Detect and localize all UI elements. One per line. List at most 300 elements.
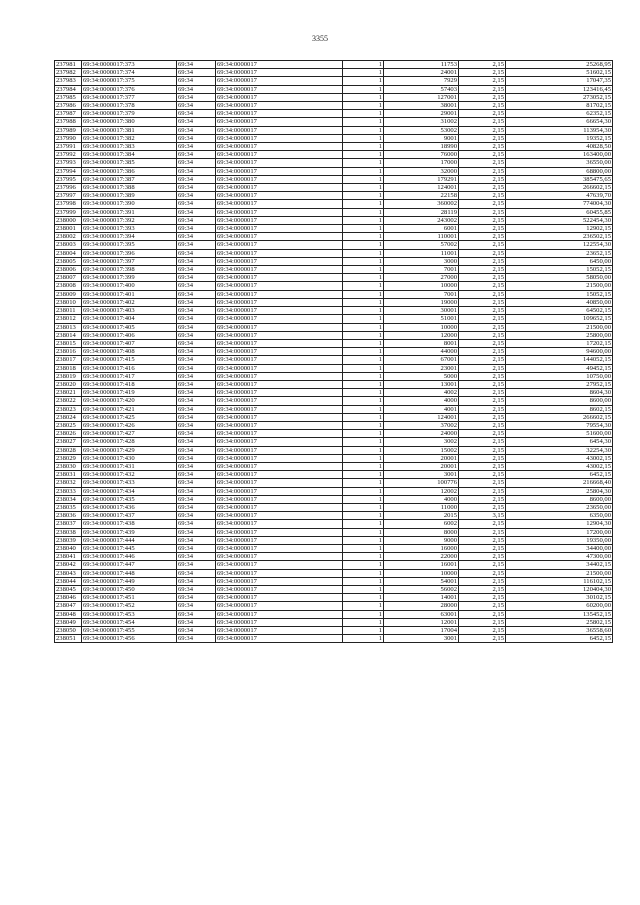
table-row (55, 61, 613, 69)
area-cell: 10000 (384, 569, 459, 577)
area-cell: 12002 (384, 487, 459, 495)
cadastral-block-cell: 69:34:0000017 (216, 446, 343, 454)
rate-cell: 2,15 (459, 520, 506, 528)
rate-cell: 2,15 (459, 184, 506, 192)
count-cell: 1 (343, 69, 384, 77)
count-cell: 1 (343, 208, 384, 216)
cadastral-number-cell: 69:34:0000017:435 (82, 495, 177, 503)
area-cell: 10000 (384, 323, 459, 331)
cadastral-number-cell: 69:34:0000017:432 (82, 471, 177, 479)
table-row (55, 151, 613, 159)
cadastral-value-cell: 123416,45 (506, 85, 613, 93)
cadastral-block-cell: 69:34:0000017 (216, 389, 343, 397)
rate-cell: 2,15 (459, 397, 506, 405)
cadastral-value-cell: 10750,00 (506, 372, 613, 380)
cadastral-block-cell: 69:34:0000017 (216, 118, 343, 126)
count-cell: 1 (343, 544, 384, 552)
cadastral-value-cell: 19350,00 (506, 536, 613, 544)
area-cell: 30001 (384, 307, 459, 315)
rate-cell: 2,15 (459, 610, 506, 618)
district-code-cell: 69:34 (177, 339, 216, 347)
rate-cell: 2,15 (459, 192, 506, 200)
cadastral-number-cell: 69:34:0000017:376 (82, 85, 177, 93)
cadastral-number-cell: 69:34:0000017:445 (82, 544, 177, 552)
table-row (55, 536, 613, 544)
area-cell: 127001 (384, 93, 459, 101)
cadastral-number-cell: 69:34:0000017:378 (82, 102, 177, 110)
cadastral-block-cell: 69:34:0000017 (216, 331, 343, 339)
table-row (55, 602, 613, 610)
table-row (55, 266, 613, 274)
district-code-cell: 69:34 (177, 397, 216, 405)
table-row (55, 586, 613, 594)
rate-cell: 2,15 (459, 134, 506, 142)
count-cell: 1 (343, 577, 384, 585)
district-code-cell: 69:34 (177, 282, 216, 290)
area-cell: 63001 (384, 610, 459, 618)
rate-cell: 2,15 (459, 635, 506, 643)
district-code-cell: 69:34 (177, 315, 216, 323)
cadastral-value-cell: 266602,15 (506, 184, 613, 192)
table-row (55, 487, 613, 495)
row-number-cell: 238011 (55, 307, 82, 315)
area-cell: 15002 (384, 446, 459, 454)
rate-cell: 2,15 (459, 618, 506, 626)
cadastral-block-cell: 69:34:0000017 (216, 627, 343, 635)
row-number-cell: 237999 (55, 208, 82, 216)
table-row (55, 257, 613, 265)
cadastral-block-cell: 69:34:0000017 (216, 274, 343, 282)
row-number-cell: 238045 (55, 586, 82, 594)
table-row (55, 446, 613, 454)
cadastral-block-cell: 69:34:0000017 (216, 159, 343, 167)
area-cell: 7001 (384, 266, 459, 274)
area-cell: 53002 (384, 126, 459, 134)
cadastral-block-cell: 69:34:0000017 (216, 200, 343, 208)
area-cell: 20001 (384, 454, 459, 462)
cadastral-value-cell: 6454,30 (506, 438, 613, 446)
row-number-cell: 238040 (55, 544, 82, 552)
cadastral-value-cell: 273052,15 (506, 93, 613, 101)
cadastral-value-cell: 81702,15 (506, 102, 613, 110)
count-cell: 1 (343, 610, 384, 618)
cadastral-block-cell: 69:34:0000017 (216, 462, 343, 470)
area-cell: 11000 (384, 503, 459, 511)
cadastral-value-cell: 60200,00 (506, 602, 613, 610)
cadastral-block-cell: 69:34:0000017 (216, 495, 343, 503)
count-cell: 1 (343, 61, 384, 69)
count-cell: 1 (343, 602, 384, 610)
row-number-cell: 238004 (55, 249, 82, 257)
cadastral-block-cell: 69:34:0000017 (216, 413, 343, 421)
cadastral-value-cell: 8602,15 (506, 405, 613, 413)
rate-cell: 2,15 (459, 208, 506, 216)
district-code-cell: 69:34 (177, 93, 216, 101)
table-row (55, 389, 613, 397)
district-code-cell: 69:34 (177, 618, 216, 626)
cadastral-value-cell: 6452,15 (506, 635, 613, 643)
table-row (55, 331, 613, 339)
rate-cell: 2,15 (459, 356, 506, 364)
cadastral-block-cell: 69:34:0000017 (216, 167, 343, 175)
count-cell: 1 (343, 134, 384, 142)
cadastral-number-cell: 69:34:0000017:400 (82, 282, 177, 290)
rate-cell: 2,15 (459, 479, 506, 487)
page-number: 3355 (312, 34, 328, 43)
cadastral-value-cell: 8600,00 (506, 495, 613, 503)
table-row (55, 110, 613, 118)
district-code-cell: 69:34 (177, 364, 216, 372)
district-code-cell: 69:34 (177, 175, 216, 183)
cadastral-value-table (54, 60, 613, 643)
table-row (55, 241, 613, 249)
table-row (55, 298, 613, 306)
count-cell: 1 (343, 282, 384, 290)
rate-cell: 2,15 (459, 167, 506, 175)
row-number-cell: 238046 (55, 594, 82, 602)
district-code-cell: 69:34 (177, 85, 216, 93)
rate-cell: 3,15 (459, 512, 506, 520)
table-row (55, 274, 613, 282)
area-cell: 8001 (384, 339, 459, 347)
row-number-cell: 238006 (55, 266, 82, 274)
cadastral-number-cell: 69:34:0000017:373 (82, 61, 177, 69)
row-number-cell: 238027 (55, 438, 82, 446)
count-cell: 1 (343, 364, 384, 372)
district-code-cell: 69:34 (177, 487, 216, 495)
rate-cell: 2,15 (459, 544, 506, 552)
count-cell: 1 (343, 561, 384, 569)
area-cell: 17000 (384, 159, 459, 167)
area-cell: 8000 (384, 528, 459, 536)
cadastral-block-cell: 69:34:0000017 (216, 134, 343, 142)
cadastral-number-cell: 69:34:0000017:389 (82, 192, 177, 200)
rate-cell: 2,15 (459, 561, 506, 569)
count-cell: 1 (343, 167, 384, 175)
cadastral-number-cell: 69:34:0000017:396 (82, 249, 177, 257)
rate-cell: 2,15 (459, 175, 506, 183)
table-row (55, 528, 613, 536)
cadastral-number-cell: 69:34:0000017:374 (82, 69, 177, 77)
cadastral-block-cell: 69:34:0000017 (216, 93, 343, 101)
area-cell: 100776 (384, 479, 459, 487)
cadastral-value-cell: 17200,00 (506, 528, 613, 536)
cadastral-value-cell: 23650,00 (506, 503, 613, 511)
row-number-cell: 238021 (55, 389, 82, 397)
rate-cell: 2,15 (459, 118, 506, 126)
area-cell: 38001 (384, 102, 459, 110)
cadastral-block-cell: 69:34:0000017 (216, 233, 343, 241)
count-cell: 1 (343, 192, 384, 200)
rate-cell: 2,15 (459, 528, 506, 536)
cadastral-block-cell: 69:34:0000017 (216, 586, 343, 594)
district-code-cell: 69:34 (177, 594, 216, 602)
rate-cell: 2,15 (459, 233, 506, 241)
cadastral-number-cell: 69:34:0000017:394 (82, 233, 177, 241)
rate-cell: 2,15 (459, 249, 506, 257)
cadastral-number-cell: 69:34:0000017:433 (82, 479, 177, 487)
district-code-cell: 69:34 (177, 586, 216, 594)
table-row (55, 495, 613, 503)
area-cell: 6001 (384, 225, 459, 233)
row-number-cell: 238018 (55, 364, 82, 372)
rate-cell: 2,15 (459, 586, 506, 594)
cadastral-number-cell: 69:34:0000017:407 (82, 339, 177, 347)
district-code-cell: 69:34 (177, 454, 216, 462)
row-number-cell: 238015 (55, 339, 82, 347)
row-number-cell: 237997 (55, 192, 82, 200)
row-number-cell: 238036 (55, 512, 82, 520)
count-cell: 1 (343, 143, 384, 151)
cadastral-number-cell: 69:34:0000017:393 (82, 225, 177, 233)
district-code-cell: 69:34 (177, 553, 216, 561)
cadastral-number-cell: 69:34:0000017:448 (82, 569, 177, 577)
cadastral-number-cell: 69:34:0000017:403 (82, 307, 177, 315)
cadastral-block-cell: 69:34:0000017 (216, 577, 343, 585)
cadastral-value-cell: 23652,15 (506, 249, 613, 257)
table-row (55, 569, 613, 577)
rate-cell: 2,15 (459, 577, 506, 585)
area-cell: 4000 (384, 397, 459, 405)
cadastral-block-cell: 69:34:0000017 (216, 323, 343, 331)
cadastral-value-cell: 25268,95 (506, 61, 613, 69)
area-cell: 37002 (384, 421, 459, 429)
cadastral-number-cell: 69:34:0000017:408 (82, 348, 177, 356)
count-cell: 1 (343, 586, 384, 594)
area-cell: 5000 (384, 372, 459, 380)
cadastral-number-cell: 69:34:0000017:427 (82, 430, 177, 438)
area-cell: 51001 (384, 315, 459, 323)
count-cell: 1 (343, 323, 384, 331)
area-cell: 19000 (384, 298, 459, 306)
count-cell: 1 (343, 380, 384, 388)
district-code-cell: 69:34 (177, 421, 216, 429)
cadastral-number-cell: 69:34:0000017:385 (82, 159, 177, 167)
count-cell: 1 (343, 536, 384, 544)
cadastral-value-cell: 8604,30 (506, 389, 613, 397)
row-number-cell: 238017 (55, 356, 82, 364)
row-number-cell: 238047 (55, 602, 82, 610)
row-number-cell: 237993 (55, 159, 82, 167)
area-cell: 11753 (384, 61, 459, 69)
row-number-cell: 237987 (55, 110, 82, 118)
cadastral-number-cell: 69:34:0000017:401 (82, 290, 177, 298)
count-cell: 1 (343, 200, 384, 208)
rate-cell: 2,15 (459, 454, 506, 462)
cadastral-number-cell: 69:34:0000017:439 (82, 528, 177, 536)
row-number-cell: 237985 (55, 93, 82, 101)
area-cell: 110001 (384, 233, 459, 241)
count-cell: 1 (343, 151, 384, 159)
cadastral-value-cell: 17202,15 (506, 339, 613, 347)
district-code-cell: 69:34 (177, 520, 216, 528)
district-code-cell: 69:34 (177, 69, 216, 77)
area-cell: 3000 (384, 257, 459, 265)
area-cell: 28119 (384, 208, 459, 216)
cadastral-number-cell: 69:34:0000017:415 (82, 356, 177, 364)
table-row (55, 192, 613, 200)
cadastral-block-cell: 69:34:0000017 (216, 225, 343, 233)
cadastral-number-cell: 69:34:0000017:406 (82, 331, 177, 339)
cadastral-value-cell: 15052,15 (506, 290, 613, 298)
cadastral-value-cell: 64502,15 (506, 307, 613, 315)
district-code-cell: 69:34 (177, 249, 216, 257)
cadastral-value-cell: 40850,00 (506, 298, 613, 306)
area-cell: 2015 (384, 512, 459, 520)
row-number-cell: 238028 (55, 446, 82, 454)
district-code-cell: 69:34 (177, 479, 216, 487)
cadastral-number-cell: 69:34:0000017:416 (82, 364, 177, 372)
cadastral-value-cell: 79554,30 (506, 421, 613, 429)
row-number-cell: 237989 (55, 126, 82, 134)
cadastral-number-cell: 69:34:0000017:447 (82, 561, 177, 569)
table-row (55, 512, 613, 520)
table-row (55, 462, 613, 470)
rate-cell: 2,15 (459, 216, 506, 224)
rate-cell: 2,15 (459, 85, 506, 93)
table-row (55, 594, 613, 602)
cadastral-number-cell: 69:34:0000017:456 (82, 635, 177, 643)
cadastral-number-cell: 69:34:0000017:434 (82, 487, 177, 495)
rate-cell: 2,15 (459, 69, 506, 77)
cadastral-value-cell: 66654,30 (506, 118, 613, 126)
cadastral-value-cell: 122554,30 (506, 241, 613, 249)
table-row (55, 380, 613, 388)
table-row (55, 159, 613, 167)
cadastral-value-cell: 19352,15 (506, 134, 613, 142)
row-number-cell: 238002 (55, 233, 82, 241)
count-cell: 1 (343, 241, 384, 249)
count-cell: 1 (343, 159, 384, 167)
cadastral-block-cell: 69:34:0000017 (216, 594, 343, 602)
row-number-cell: 238051 (55, 635, 82, 643)
cadastral-number-cell: 69:34:0000017:449 (82, 577, 177, 585)
table-row (55, 69, 613, 77)
area-cell: 54001 (384, 577, 459, 585)
cadastral-value-cell: 522454,30 (506, 216, 613, 224)
cadastral-value-cell: 51602,15 (506, 69, 613, 77)
district-code-cell: 69:34 (177, 61, 216, 69)
district-code-cell: 69:34 (177, 102, 216, 110)
cadastral-value-cell: 236502,15 (506, 233, 613, 241)
cadastral-number-cell: 69:34:0000017:387 (82, 175, 177, 183)
cadastral-value-cell: 60455,85 (506, 208, 613, 216)
area-cell: 16000 (384, 544, 459, 552)
cadastral-value-cell: 47300,00 (506, 553, 613, 561)
row-number-cell: 238005 (55, 257, 82, 265)
cadastral-value-cell: 216668,40 (506, 479, 613, 487)
cadastral-block-cell: 69:34:0000017 (216, 380, 343, 388)
row-number-cell: 238050 (55, 627, 82, 635)
district-code-cell: 69:34 (177, 389, 216, 397)
row-number-cell: 238033 (55, 487, 82, 495)
district-code-cell: 69:34 (177, 438, 216, 446)
area-cell: 360002 (384, 200, 459, 208)
area-cell: 12000 (384, 331, 459, 339)
district-code-cell: 69:34 (177, 307, 216, 315)
district-code-cell: 69:34 (177, 233, 216, 241)
cadastral-block-cell: 69:34:0000017 (216, 528, 343, 536)
area-cell: 17004 (384, 627, 459, 635)
area-cell: 44000 (384, 348, 459, 356)
area-cell: 24000 (384, 430, 459, 438)
rate-cell: 2,15 (459, 331, 506, 339)
cadastral-value-cell: 21500,00 (506, 569, 613, 577)
table-row (55, 553, 613, 561)
table-row (55, 454, 613, 462)
count-cell: 1 (343, 266, 384, 274)
table-row (55, 372, 613, 380)
cadastral-value-cell: 135452,15 (506, 610, 613, 618)
cadastral-value-cell: 12902,15 (506, 225, 613, 233)
table-row (55, 290, 613, 298)
cadastral-block-cell: 69:34:0000017 (216, 438, 343, 446)
rate-cell: 2,15 (459, 93, 506, 101)
table-row (55, 544, 613, 552)
cadastral-block-cell: 69:34:0000017 (216, 249, 343, 257)
district-code-cell: 69:34 (177, 561, 216, 569)
district-code-cell: 69:34 (177, 569, 216, 577)
cadastral-value-cell: 163400,00 (506, 151, 613, 159)
district-code-cell: 69:34 (177, 143, 216, 151)
area-cell: 4002 (384, 389, 459, 397)
row-number-cell: 237982 (55, 69, 82, 77)
rate-cell: 2,15 (459, 200, 506, 208)
cadastral-number-cell: 69:34:0000017:437 (82, 512, 177, 520)
area-cell: 12001 (384, 618, 459, 626)
row-number-cell: 238042 (55, 561, 82, 569)
table-row (55, 397, 613, 405)
count-cell: 1 (343, 356, 384, 364)
cadastral-block-cell: 69:34:0000017 (216, 126, 343, 134)
cadastral-block-cell: 69:34:0000017 (216, 216, 343, 224)
district-code-cell: 69:34 (177, 544, 216, 552)
rate-cell: 2,15 (459, 413, 506, 421)
cadastral-value-cell: 113954,30 (506, 126, 613, 134)
count-cell: 1 (343, 290, 384, 298)
cadastral-block-cell: 69:34:0000017 (216, 69, 343, 77)
count-cell: 1 (343, 627, 384, 635)
cadastral-number-cell: 69:34:0000017:436 (82, 503, 177, 511)
cadastral-number-cell: 69:34:0000017:397 (82, 257, 177, 265)
district-code-cell: 69:34 (177, 405, 216, 413)
rate-cell: 2,15 (459, 315, 506, 323)
row-number-cell: 238013 (55, 323, 82, 331)
cadastral-number-cell: 69:34:0000017:425 (82, 413, 177, 421)
cadastral-block-cell: 69:34:0000017 (216, 479, 343, 487)
table-row (55, 618, 613, 626)
cadastral-number-cell: 69:34:0000017:420 (82, 397, 177, 405)
cadastral-value-cell: 25800,00 (506, 331, 613, 339)
area-cell: 23001 (384, 364, 459, 372)
cadastral-number-cell: 69:34:0000017:419 (82, 389, 177, 397)
cadastral-block-cell: 69:34:0000017 (216, 602, 343, 610)
district-code-cell: 69:34 (177, 323, 216, 331)
district-code-cell: 69:34 (177, 512, 216, 520)
cadastral-value-cell: 8600,00 (506, 397, 613, 405)
district-code-cell: 69:34 (177, 184, 216, 192)
table-row (55, 479, 613, 487)
rate-cell: 2,15 (459, 389, 506, 397)
cadastral-number-cell: 69:34:0000017:377 (82, 93, 177, 101)
cadastral-number-cell: 69:34:0000017:450 (82, 586, 177, 594)
count-cell: 1 (343, 348, 384, 356)
table-row (55, 225, 613, 233)
row-number-cell: 238001 (55, 225, 82, 233)
row-number-cell: 238044 (55, 577, 82, 585)
count-cell: 1 (343, 331, 384, 339)
cadastral-block-cell: 69:34:0000017 (216, 635, 343, 643)
